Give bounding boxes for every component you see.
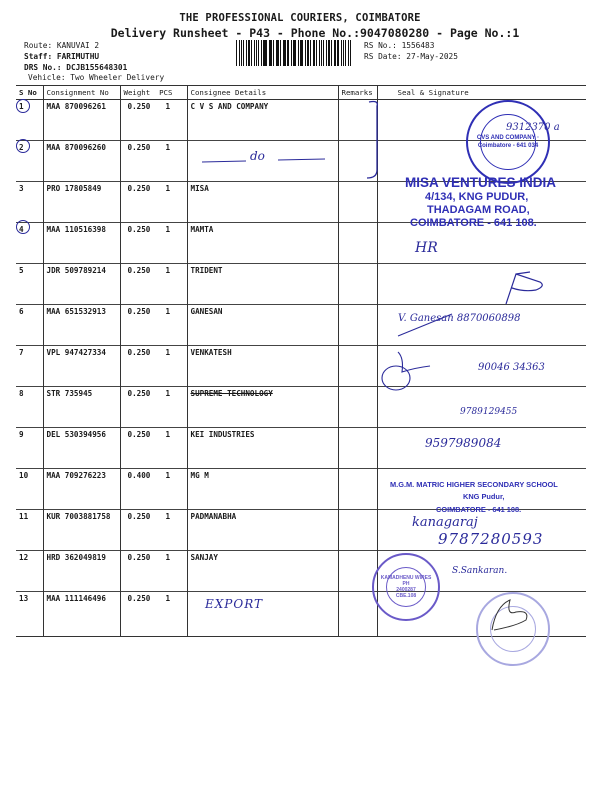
- cell-weight-pcs: [120, 510, 187, 551]
- cell-remarks: [338, 264, 377, 305]
- barcode-bar: [246, 40, 247, 66]
- cell-seal-signature: [377, 264, 586, 305]
- barcode-bar: [326, 40, 327, 66]
- ditto-handwriting: do: [250, 149, 265, 163]
- barcode-bar: [276, 40, 277, 66]
- misa-stamp-line2: 4/134, KNG PUDUR,: [425, 191, 529, 203]
- cell-consignment: VPL 947427334: [43, 346, 120, 387]
- cell-weight-pcs: [120, 387, 187, 428]
- row7-signature-mark: [378, 348, 438, 398]
- mgm-stamp-line1: M.G.M. MATRIC HIGHER SECONDARY SCHOOL: [390, 480, 558, 489]
- cell-weight-pcs: [120, 469, 187, 510]
- row6-signature: V. Ganesan 8870060898: [398, 313, 521, 324]
- barcode-bar: [313, 40, 314, 66]
- cell-weight-pcs: [120, 305, 187, 346]
- cell-consignment: MAA 111146496: [43, 592, 120, 637]
- rs-date-label: RS Date:: [364, 52, 402, 61]
- drs-label: DRS No.:: [24, 63, 62, 72]
- cell-consignee: [187, 387, 338, 428]
- cell-remarks: [338, 510, 377, 551]
- row5-signature-mark: [500, 268, 550, 308]
- mgm-stamp-line2: KNG Pudur,: [463, 492, 505, 501]
- remarks-bracket-mark: [365, 100, 387, 180]
- barcode-bar: [323, 40, 324, 66]
- barcode-bar: [307, 40, 309, 66]
- consignee-name: SANJAY: [190, 553, 218, 562]
- staff-label: Staff:: [24, 52, 53, 61]
- cell-weight: 0.250: [127, 348, 151, 357]
- runsheet-subtitle: Delivery Runsheet - P43 - Phone No.:9047080280 - Page No.:1: [110, 26, 520, 40]
- col-header-seal: Seal & Signature: [377, 86, 586, 100]
- barcode-bar: [261, 40, 262, 66]
- barcode-bar: [269, 40, 270, 66]
- barcode-bar: [280, 40, 281, 66]
- cell-consignee: [187, 428, 338, 469]
- cell-sno: 12: [16, 551, 43, 592]
- cell-weight-pcs: [120, 141, 187, 182]
- rs-date-info: [364, 51, 458, 62]
- barcode-bar: [321, 40, 322, 66]
- col-header-pcs: PCS: [159, 88, 173, 97]
- circle-mark-4: [16, 220, 30, 234]
- barcode-bar: [284, 40, 285, 66]
- cell-sno: 10: [16, 469, 43, 510]
- cell-weight-pcs: [120, 346, 187, 387]
- circle-mark-2: [16, 139, 30, 153]
- cell-remarks: [338, 428, 377, 469]
- kamadhenu-stamp-ph: PH: [402, 581, 410, 587]
- cell-weight: 0.250: [127, 102, 151, 111]
- cell-sno: 9: [16, 428, 43, 469]
- barcode-bar: [350, 40, 351, 66]
- cell-consignee: [187, 305, 338, 346]
- company-title: THE PROFESSIONAL COURIERS, COIMBATORE: [179, 12, 421, 24]
- staff-value: FARIMUTHU: [56, 52, 100, 61]
- cell-sno: 6: [16, 305, 43, 346]
- cell-consignment: MAA 110516398: [43, 223, 120, 264]
- cell-consignment: HRD 362049819: [43, 551, 120, 592]
- row12-phone-handwriting: 9787280593: [438, 530, 544, 548]
- cell-consignee: [187, 182, 338, 223]
- barcode-bar: [251, 40, 252, 66]
- barcode-bar: [298, 40, 299, 66]
- barcode-bar: [273, 40, 274, 66]
- col-header-consignee: Consignee Details: [187, 86, 338, 100]
- row4-signature: HR: [415, 240, 438, 256]
- misa-stamp-line1: MISA VENTURES INDIA: [405, 175, 557, 190]
- row9-phone-handwriting: 9597989084: [425, 436, 502, 450]
- cell-weight: 0.250: [127, 430, 151, 439]
- cell-consignee: [187, 346, 338, 387]
- cell-sno: 8: [16, 387, 43, 428]
- cell-sno: 7: [16, 346, 43, 387]
- barcode-bar: [301, 40, 302, 66]
- vehicle-label: Vehicle:: [28, 73, 66, 82]
- kamadhenu-stamp: [372, 553, 440, 621]
- consignee-name: MISA: [190, 184, 209, 193]
- cell-weight: 0.250: [127, 225, 151, 234]
- barcode-bar: [248, 40, 250, 66]
- cell-sno: 5: [16, 264, 43, 305]
- cell-weight: 0.250: [127, 184, 151, 193]
- barcode-bar: [241, 40, 242, 66]
- barcode-bar: [319, 40, 320, 66]
- row13-signature-mark: [486, 596, 536, 636]
- barcode-bar: [263, 40, 264, 66]
- cell-pcs: 1: [165, 553, 171, 562]
- barcode-bar: [287, 40, 289, 66]
- route-label: Route:: [24, 41, 53, 50]
- cell-sno: 1: [16, 100, 43, 141]
- consignee-name: C V S AND COMPANY: [190, 102, 269, 111]
- cell-weight: 0.250: [127, 553, 151, 562]
- table-row: [16, 305, 586, 346]
- barcode-bar: [343, 40, 344, 66]
- cell-seal-signature: [377, 469, 586, 510]
- barcode-bar: [256, 40, 257, 66]
- cell-consignment: MAA 870096261: [43, 100, 120, 141]
- col-header-weight-pcs: [120, 86, 187, 100]
- consignee-name: PADMANABHA: [190, 512, 237, 521]
- cell-consignee: [187, 510, 338, 551]
- barcode-bar: [314, 40, 315, 66]
- cell-remarks: [338, 223, 377, 264]
- barcode-bar: [283, 40, 284, 66]
- cell-weight: 0.250: [127, 307, 151, 316]
- kamadhenu-stamp-name: KAMADHENU WIRES: [380, 575, 432, 581]
- cell-remarks: [338, 592, 377, 637]
- cell-consignee: [187, 223, 338, 264]
- cell-weight: 0.250: [127, 512, 151, 521]
- cell-consignment: KUR 7003881758: [43, 510, 120, 551]
- barcode-bar: [345, 40, 346, 66]
- cell-weight: 0.400: [127, 471, 151, 480]
- cell-consignment: PRO 17805849: [43, 182, 120, 223]
- barcode-bar: [337, 40, 338, 66]
- row8-phone-handwriting: 9789129455: [460, 407, 518, 417]
- cell-weight: 0.250: [127, 594, 151, 603]
- cell-pcs: 1: [165, 594, 171, 603]
- misa-stamp-line3: THADAGAM ROAD,: [427, 204, 530, 216]
- cell-weight: 0.250: [127, 389, 151, 398]
- vehicle-value: Two Wheeler Delivery: [70, 73, 165, 82]
- barcode-bar: [341, 40, 342, 66]
- cell-sno: 3: [16, 182, 43, 223]
- cell-pcs: 1: [165, 266, 171, 275]
- col-header-sno: S No: [16, 86, 43, 100]
- mgm-stamp-line3: COIMBATORE - 641 108.: [436, 505, 522, 514]
- table-header-row: [16, 86, 586, 100]
- kamadhenu-stamp-number: 2400287: [396, 587, 416, 593]
- cell-weight-pcs: [120, 223, 187, 264]
- cell-sno: 13: [16, 592, 43, 637]
- cell-pcs: 1: [165, 307, 171, 316]
- barcode-bar: [310, 40, 311, 66]
- cell-consignee: [187, 100, 338, 141]
- cell-pcs: 1: [165, 471, 171, 480]
- cell-sno: 4: [16, 223, 43, 264]
- rs-date-value: 27-May-2025: [406, 52, 458, 61]
- barcode-bar: [300, 40, 301, 66]
- cell-pcs: 1: [165, 430, 171, 439]
- barcode: [236, 40, 352, 66]
- row7-phone-handwriting: 90046 34363: [478, 362, 545, 373]
- cell-pcs: 1: [165, 389, 171, 398]
- row6-signature-stroke: [396, 310, 456, 340]
- cell-pcs: 1: [165, 143, 171, 152]
- consignee-name: GANESAN: [190, 307, 223, 316]
- rs-number-value: 1556483: [401, 41, 435, 50]
- cell-sno: 11: [16, 510, 43, 551]
- cell-remarks: [338, 469, 377, 510]
- cell-weight-pcs: [120, 100, 187, 141]
- cell-sno: 2: [16, 141, 43, 182]
- consignee-name: MG M: [190, 471, 209, 480]
- cell-pcs: 1: [165, 102, 171, 111]
- consignee-name: VENKATESH: [190, 348, 232, 357]
- row1-phone-handwriting: 9312370 a: [506, 122, 560, 133]
- cvs-company-stamp: [466, 100, 550, 184]
- cell-consignment: MAA 870096260: [43, 141, 120, 182]
- cell-weight-pcs: [120, 551, 187, 592]
- cell-remarks: [338, 387, 377, 428]
- barcode-bar: [277, 40, 278, 66]
- barcode-bar: [305, 40, 306, 66]
- barcode-bar: [338, 40, 339, 66]
- barcode-bar: [316, 40, 317, 66]
- route-info: [24, 40, 99, 51]
- export-handwriting: EXPORT: [205, 597, 264, 611]
- barcode-bar: [293, 40, 294, 66]
- barcode-bar: [334, 40, 335, 66]
- barcode-bar: [331, 40, 332, 66]
- cell-consignment: JDR 509789214: [43, 264, 120, 305]
- table-row: [16, 469, 586, 510]
- cvs-stamp-text: CVS AND COMPANY · Coimbatore - 641 034: [476, 135, 540, 149]
- cell-weight-pcs: [120, 592, 187, 637]
- col-header-consignment: Consignment No: [43, 86, 120, 100]
- row13-name-handwriting: S.Sankaran.: [452, 566, 508, 576]
- barcode-bar: [328, 40, 330, 66]
- barcode-bar: [254, 40, 255, 66]
- cell-pcs: 1: [165, 512, 171, 521]
- barcode-bar: [291, 40, 292, 66]
- cell-consignee: [187, 469, 338, 510]
- drs-value: DCJB155648301: [66, 63, 128, 72]
- consignee-name: KEI INDUSTRIES: [190, 430, 255, 439]
- cell-weight-pcs: [120, 428, 187, 469]
- rs-number-label: RS No.:: [364, 41, 397, 50]
- barcode-bar: [264, 40, 266, 66]
- barcode-bar: [258, 40, 259, 66]
- barcode-bar: [270, 40, 271, 66]
- staff-info: [24, 51, 99, 62]
- row12-name-handwriting: kanagaraj: [412, 515, 478, 530]
- cell-remarks: [338, 182, 377, 223]
- consignee-name: SUPREME TECHNOLOGY: [190, 389, 273, 398]
- barcode-bar: [236, 40, 237, 66]
- cell-consignee: [187, 551, 338, 592]
- cell-consignment: STR 735945: [43, 387, 120, 428]
- col-header-remarks: Remarks: [338, 86, 377, 100]
- cell-consignment: DEL 530394956: [43, 428, 120, 469]
- barcode-bar: [239, 40, 240, 66]
- barcode-bar: [348, 40, 349, 66]
- misa-stamp-line4: COIMBATORE - 641 108.: [410, 217, 537, 229]
- cell-consignment: MAA 709276223: [43, 469, 120, 510]
- route-value: KANUVAI 2: [56, 41, 100, 50]
- barcode-bar: [294, 40, 295, 66]
- cell-pcs: 1: [165, 184, 171, 193]
- consignee-name: MAMTA: [190, 225, 214, 234]
- cell-weight-pcs: [120, 182, 187, 223]
- ditto-line-mark: [200, 150, 330, 170]
- kamadhenu-stamp-city: CBE.108: [395, 593, 417, 599]
- cell-remarks: [338, 305, 377, 346]
- circle-mark-1: [16, 99, 30, 113]
- cell-weight-pcs: [120, 264, 187, 305]
- cell-consignment: MAA 651532913: [43, 305, 120, 346]
- cell-remarks: [338, 346, 377, 387]
- consignee-name: TRIDENT: [190, 266, 223, 275]
- cell-pcs: 1: [165, 348, 171, 357]
- barcode-bar: [243, 40, 244, 66]
- rs-number-info: [364, 40, 434, 51]
- cell-weight: 0.250: [127, 143, 151, 152]
- cell-consignee: [187, 264, 338, 305]
- vehicle-info: [28, 72, 164, 83]
- cell-pcs: 1: [165, 225, 171, 234]
- col-header-weight: Weight: [123, 88, 151, 97]
- cell-weight: 0.250: [127, 266, 151, 275]
